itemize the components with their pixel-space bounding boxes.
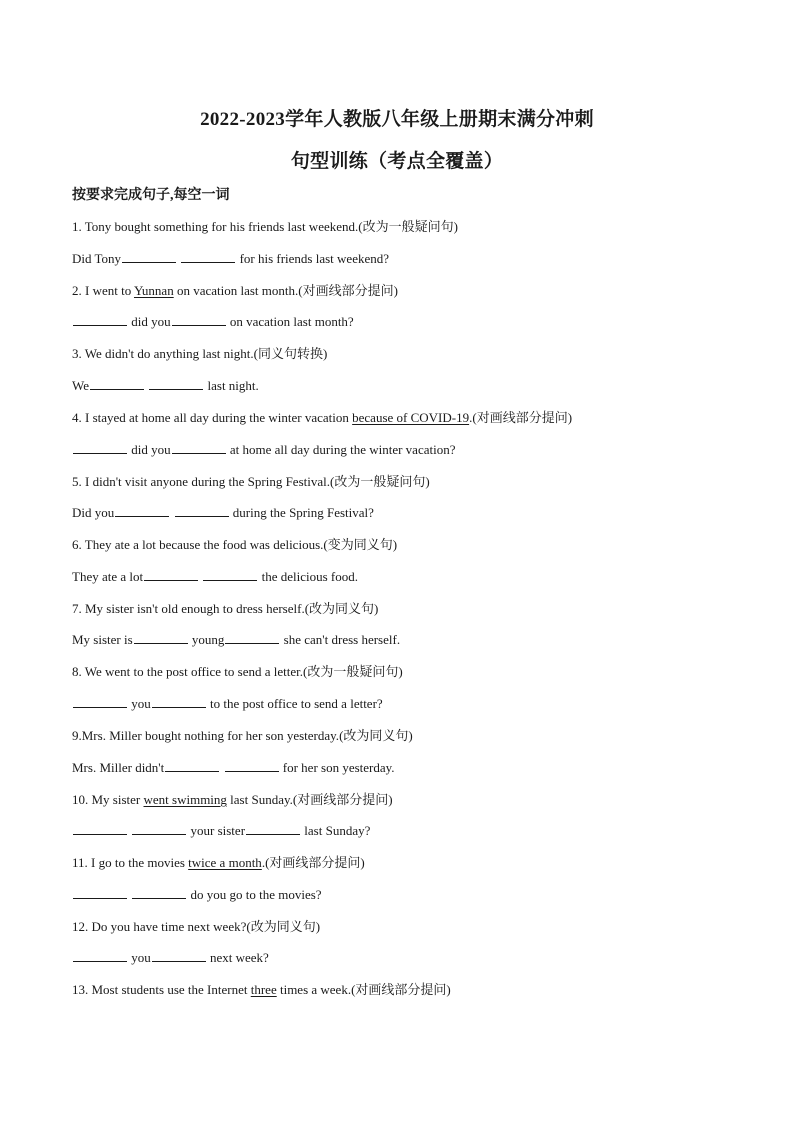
question-8: 8. We went to the post office to send a letter.(改为一般疑问句) (72, 664, 403, 679)
answer-blank[interactable] (165, 759, 219, 772)
page-title: 2022-2023学年人教版八年级上册期末满分冲刺 (200, 109, 594, 130)
question-11: 11. I go to the movies twice a month.(对画线部分提问) (72, 855, 365, 870)
answer-6: They ate a lot the delicious food. (72, 569, 359, 584)
answer-blank[interactable] (73, 886, 127, 899)
answer-11: do you go to the movies? (72, 885, 322, 905)
answer-blank[interactable] (181, 250, 235, 263)
answer-7: My sister is young she can't dress herself. (72, 632, 401, 647)
section-title: 按要求完成句子,每空一词 (72, 188, 230, 203)
answer-blank[interactable] (225, 631, 279, 644)
answer-8: you to the post office to send a letter? (72, 694, 383, 714)
answer-10: your sister last Sunday? (72, 821, 370, 841)
question-10: 10. My sister went swimming last Sunday.(对画线部分提问) (72, 792, 393, 807)
answer-blank[interactable] (172, 441, 226, 454)
question-9: 9.Mrs. Miller bought nothing for her son yesterday.(改为同义句) (72, 728, 413, 743)
answer-blank[interactable] (149, 377, 203, 390)
question-13: 13. Most students use the Internet three times a week.(对画线部分提问) (72, 982, 451, 997)
answer-2: did you on vacation last month? (72, 312, 354, 332)
answer-blank[interactable] (134, 631, 188, 644)
answer-blank[interactable] (225, 759, 279, 772)
answer-blank[interactable] (73, 822, 127, 835)
question-4: 4. I stayed at home all day during the winter vacation because of COVID-19.(对画线部分提问) (72, 410, 573, 425)
answer-blank[interactable] (73, 695, 127, 708)
answer-blank[interactable] (175, 504, 229, 517)
answer-blank[interactable] (122, 250, 176, 263)
question-3: 3. We didn't do anything last night.(同义句转换) (72, 346, 328, 361)
answer-blank[interactable] (132, 822, 186, 835)
answer-blank[interactable] (203, 568, 257, 581)
answer-blank[interactable] (132, 886, 186, 899)
answer-blank[interactable] (144, 568, 198, 581)
question-5: 5. I didn't visit anyone during the Spring Festival.(改为一般疑问句) (72, 474, 430, 489)
answer-blank[interactable] (152, 695, 206, 708)
question-2: 2. I went to Yunnan on vacation last month.(对画线部分提问) (72, 283, 398, 298)
question-12: 12. Do you have time next week?(改为同义句) (72, 919, 321, 934)
answer-blank[interactable] (73, 949, 127, 962)
answer-blank[interactable] (115, 504, 169, 517)
answer-blank[interactable] (73, 313, 127, 326)
answer-3: We last night. (72, 378, 259, 393)
question-1: 1. Tony bought something for his friends last weekend.(改为一般疑问句) (72, 219, 458, 234)
answer-4: did you at home all day during the winter vacation? (72, 440, 456, 460)
page-subtitle: 句型训练（考点全覆盖） (290, 151, 504, 172)
question-6: 6. They ate a lot because the food was delicious.(变为同义句) (72, 537, 398, 552)
answer-1: Did Tony for his friends last weekend? (72, 251, 390, 266)
answer-5: Did you during the Spring Festival? (72, 505, 374, 520)
answer-blank[interactable] (172, 313, 226, 326)
answer-blank[interactable] (152, 949, 206, 962)
answer-blank[interactable] (90, 377, 144, 390)
answer-blank[interactable] (73, 441, 127, 454)
question-7: 7. My sister isn't old enough to dress herself.(改为同义句) (72, 601, 379, 616)
answer-blank[interactable] (246, 822, 300, 835)
answer-9: Mrs. Miller didn't for her son yesterday. (72, 760, 395, 775)
answer-12: you next week? (72, 948, 269, 968)
